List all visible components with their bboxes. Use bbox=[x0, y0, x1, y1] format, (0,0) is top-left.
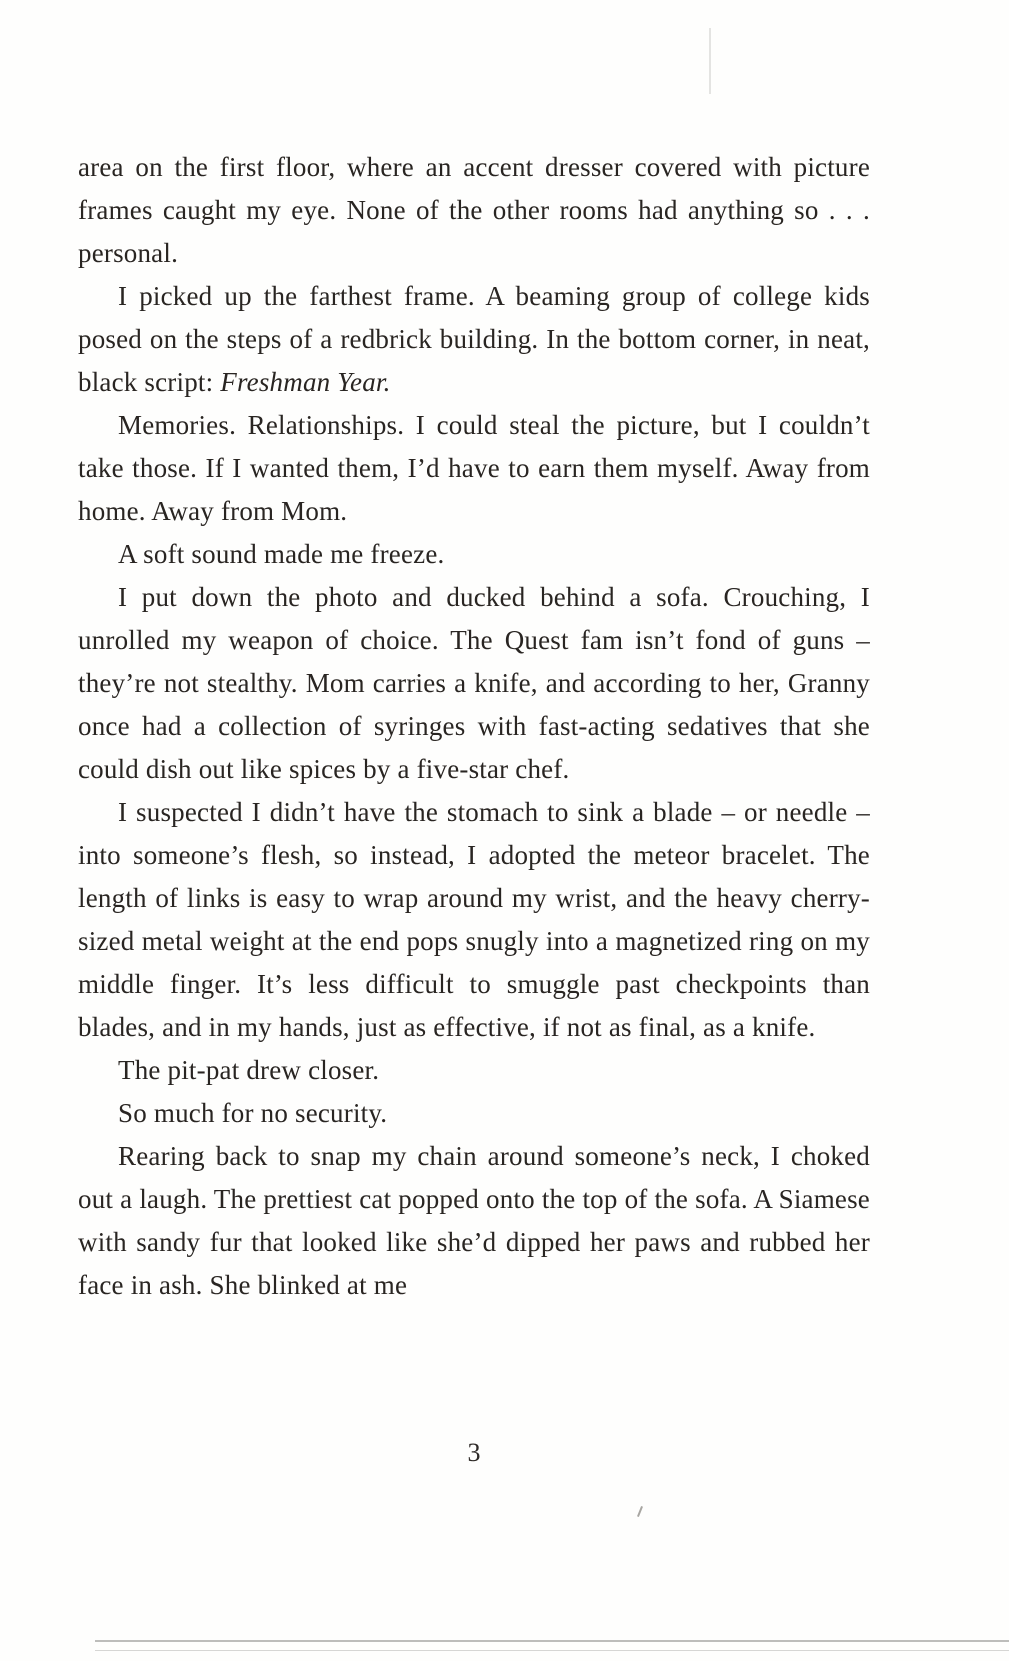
paragraph-2 bbox=[78, 275, 870, 404]
paragraph-2-italic-caption: Freshman Year. bbox=[220, 367, 391, 397]
page-body bbox=[78, 146, 870, 1307]
paragraph-7: The pit-pat drew closer. bbox=[118, 1055, 380, 1085]
paragraph-5: I put down the photo and ducked behind a sofa. Crouching, I unrolled my weapon of choice. The Quest fam isn’t fond of guns – they’re not stealthy. Mom carries a knife, and according to her, Granny once had a collection of syringes with fast-acting sedatives that she could dish out like spices by a five-star chef. bbox=[78, 582, 870, 784]
paragraph-4: A soft sound made me freeze. bbox=[118, 539, 445, 569]
scan-artifact-tick bbox=[637, 1506, 643, 1517]
scan-artifact-bottom-line bbox=[95, 1650, 1009, 1651]
paragraph-8: So much for no security. bbox=[118, 1098, 388, 1128]
paragraph-9: Rearing back to snap my chain around someone’s neck, I choked out a laugh. The prettiest cat popped onto the top of the sofa. A Siamese with sandy fur that looked like she’d dipped her paws and rubbed her face in ash. She blinked at me bbox=[78, 1141, 870, 1300]
paragraph-3: Memories. Relationships. I could steal the picture, but I couldn’t take those. If I wanted them, I’d have to earn them myself. Away from home. Away from Mom. bbox=[78, 410, 870, 526]
scan-artifact-top-edge bbox=[709, 28, 711, 94]
paragraph-2-text: I picked up the farthest frame. A beaming group of college kids posed on the steps of a redbrick building. In the bottom corner, in neat, black script: bbox=[78, 281, 870, 397]
scan-artifact-bottom-line bbox=[95, 1640, 1009, 1642]
paragraph-6: I suspected I didn’t have the stomach to sink a blade – or needle – into someone’s flesh, so instead, I adopted the meteor bracelet. The length of links is easy to wrap around my wrist, and the heavy cherry-sized metal weight at the end pops snugly into a magnetized ring on my middle finger. It’s less difficult to smuggle past checkpoints than blades, and in my hands, just as effective, if not as final, as a knife. bbox=[78, 797, 870, 1042]
paragraph-1: area on the first floor, where an accent dresser covered with picture frames caught my eye. None of the other rooms had anything so . . . personal. bbox=[78, 152, 870, 268]
page-number: 3 bbox=[467, 1438, 481, 1467]
